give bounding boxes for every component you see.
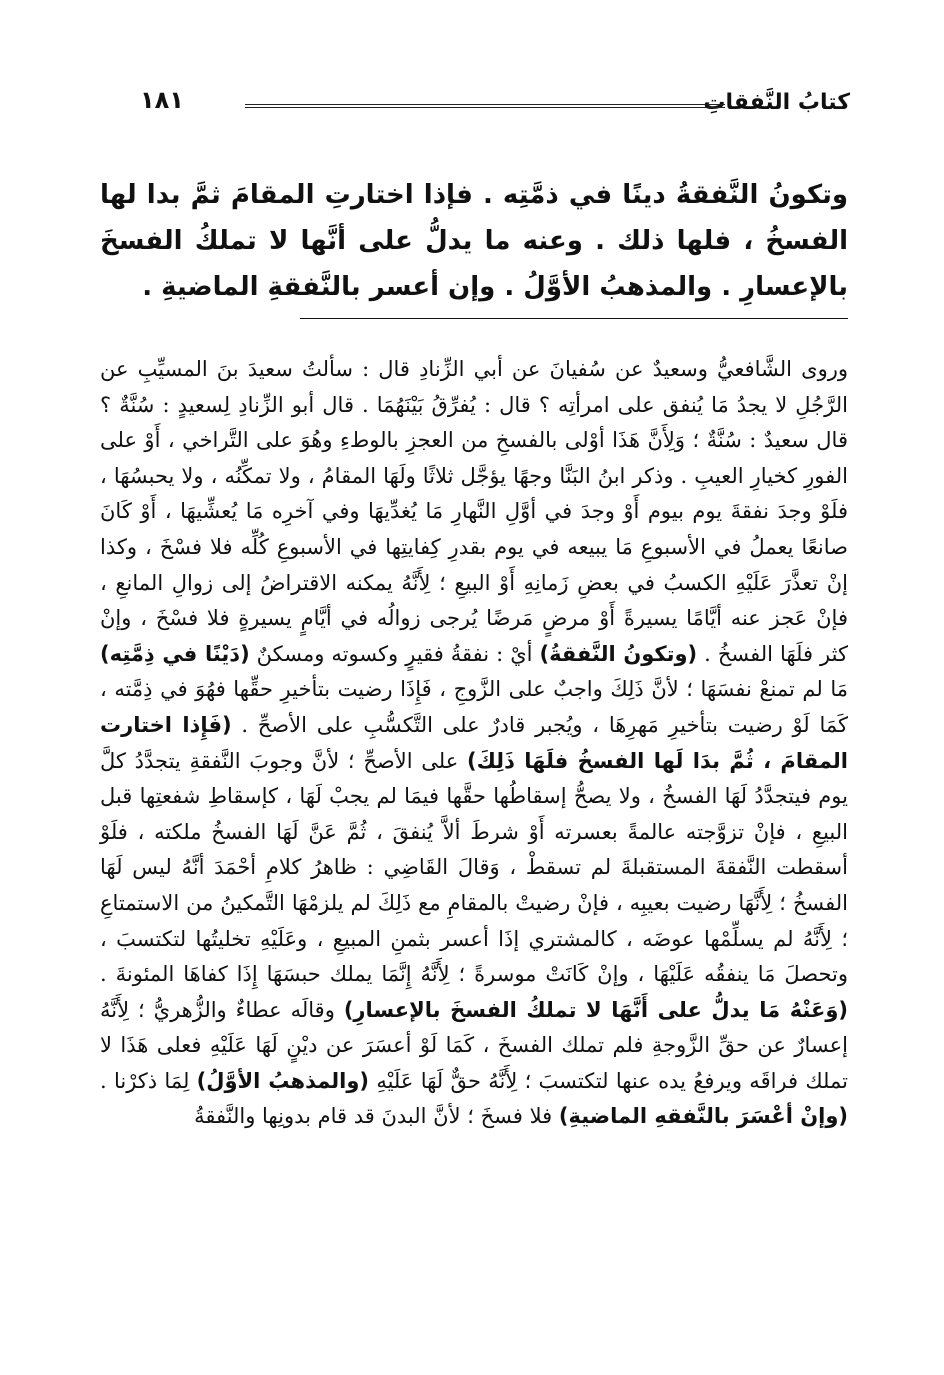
matn-quote: (وتكونُ النَّفقةُ) <box>539 641 698 666</box>
sharh-segment: على الأصحِّ ؛ لأنَّ وجوبَ النَّفقةِ يتجدَّدُ كلَّ يوم فيتجدَّدُ لَهَا الفسخُ ، ولا يصحُّ إسقاطُها حقَّها فيمَا لم يجبْ لَهَا ، كإسقاطِ شفعتِها قبل البيعِ ، فإنْ تزوَّجته عالمةً بعسرته أَوْ شرطَ ألاَّ يُنفقَ ، ثُمَّ عَنَّ لَهَا الفسخُ ملكته ، فلَوْ أسقطت النَّفقةَ المستقبلةَ لم تسقطْ ، وَقالَ القَاضِي : ظاهرُ كلامِ أحْمَدَ أنَّهُ ليس لَهَا الفسخُ ؛ لِأَنَّهَا رضيت بعيبِه ، فإنْ رضيتْ بالمقامِ مع ذَلِكَ لم يلزمْهَا التَّمكينُ من الاستمتاعِ ؛ لِأَنَّهُ لم يسلِّمْها عوضَه ، كالمشتري إذَا أعسر بثمنِ المبيعِ ، وعَلَيْهِ تخليتُها لتكتسبَ ، وتحصلَ مَا ينفقُه عَلَيْهَا ، وإنْ كَانَتْ موسرةً ؛ لِأَنَّهُ إِنَّمَا يملك حبسَهَا إِذَا كفاهَا المئونةَ . <box>100 748 848 987</box>
matn-text: وتكونُ النَّفقةُ دينًا في ذمَّتِه . فإذا اختارتِ المقامَ ثمَّ بدا لها الفسخُ ، فلها ذلك . وعنه ما يدلُّ على أنَّها لا تملكُ الفسخَ بالإعسارِ . والمذهبُ الأوَّلُ . وإن أعسر بالنَّفقةِ الماضيةِ . <box>100 180 848 302</box>
sharh-segment: وروى الشَّافعيُّ وسعيدٌ عن سُفيانَ عن أبي الزِّنادِ قال : سألتُ سعيدَ بنَ المسيِّبِ عن الرَّجُلِ لا يجدُ مَا يُنفق على امرأتِه ؟ قال : يُفرِّقُ بَيْنَهُمَا . قال أبو الزِّنادِ لِسعيدٍ : سُنَّةٌ ؟ قال سعيدٌ : سُنَّةٌ ؛ وَلِأَنَّ هَذَا أوْلى بالفسخِ من العجزِ بالوطءِ وهُوَ على التَّراخي ، أَوْ على الفورِ كخيارِ العيبِ . وذكر ابنُ البَنَّا وجهًا يؤجَّل ثلاثًا ولَهَا المقامُ ، ولا تمكِّنُه ، ولا يحبسُهَا ، فلَوْ وجدَ نفقةَ يوم بيوم أَوْ وجدَ في أوَّلِ النَّهارِ مَا يُغدِّيهَا وفي آخرِه مَا يُعشِّيهَا ، أَوْ كَانَ صانعًا يعملُ في الأسبوعِ مَا يبيعه في يوم بقدرِ كِفايتِها في الأسبوعِ كُلِّه فلا فسْخَ ، وكذا إنْ تعذَّرَ عَلَيْهِ الكسبُ في بعضِ زَمانِهِ أَوْ البيعِ ؛ لِأَنَّهُ يمكنه الاقتراضُ إلى زوالِ المانعِ ، فإنْ عَجز عنه أيَّامًا يسيرةً أَوْ مرضٍ مَرضًا يُرجى زوالُه في أيَّامٍ يسيرةٍ فلا فسْخَ ، وإنْ كثر فلَهَا الفسخُ . <box>100 357 848 666</box>
matn-quote: (فَإِذا اختارت المقامَ ، ثُمَّ بدَا لَها الفسخُ فلَهَا ذَلِكَ) <box>100 712 848 773</box>
matn-quote: (وَعَنْهُ مَا يدلُّ على أَنَّهَا لا تملكُ الفسخَ بالإعسارِ) <box>343 997 848 1022</box>
sharh-segment: فلا فسخَ ؛ لأنَّ البدنَ قد قام بدونِها والنَّفقةُ <box>194 1104 553 1129</box>
matn-quote: (والمذهبُ الأوَّلُ) <box>196 1068 370 1093</box>
sharh-text <box>100 352 848 1135</box>
matn-quote: (دَيْنًا في ذِمَّتِه) <box>100 641 250 666</box>
sharh-segment: لِمَا ذكرْنا . <box>100 1068 190 1093</box>
book-title: كتابُ النَّفقاتِ <box>703 90 850 115</box>
sharh-segment: أيْ : نفقةُ فقيرٍ وكسوته ومسكنٌ <box>256 641 533 666</box>
running-header <box>140 86 850 126</box>
page-number: ١٨١ <box>140 86 184 114</box>
matn-quote: (وإنْ أعْسَرَ بالنَّفقهِ الماضيةِ) <box>558 1104 848 1129</box>
sharh-segment: مَا لم تمنعْ نفسَهَا ؛ لأنَّ ذَلِكَ واجبٌ على الزَّوجِ ، فَإِذَا رضيت بتأخيرِ حقِّها فهُوَ في ذِمَّته ، كَمَا لَوْ رضيت بتأخيرِ مَهرِهَا ، ويُجبر قادرٌ على التَّكسُّبِ على الأصحِّ . <box>100 677 848 737</box>
matn-divider <box>300 318 848 319</box>
sharh-segment: وقالَه عطاءٌ والزُّهريُّ ؛ لِأَنَّهُ إعسارٌ عن حقِّ الزَّوجةِ فلم تملك الفسخَ ، كَمَا لَوْ أعسَرَ عن ديْنٍ لَهَا عَلَيْهِ فعلى هَذَا لا تملك فراقَه ويرفعُ يده عنها لتكتسبَ ؛ لِأَنَّهُ حقٌّ لَهَا عَلَيْهِ <box>100 997 848 1093</box>
header-rule <box>245 104 725 108</box>
